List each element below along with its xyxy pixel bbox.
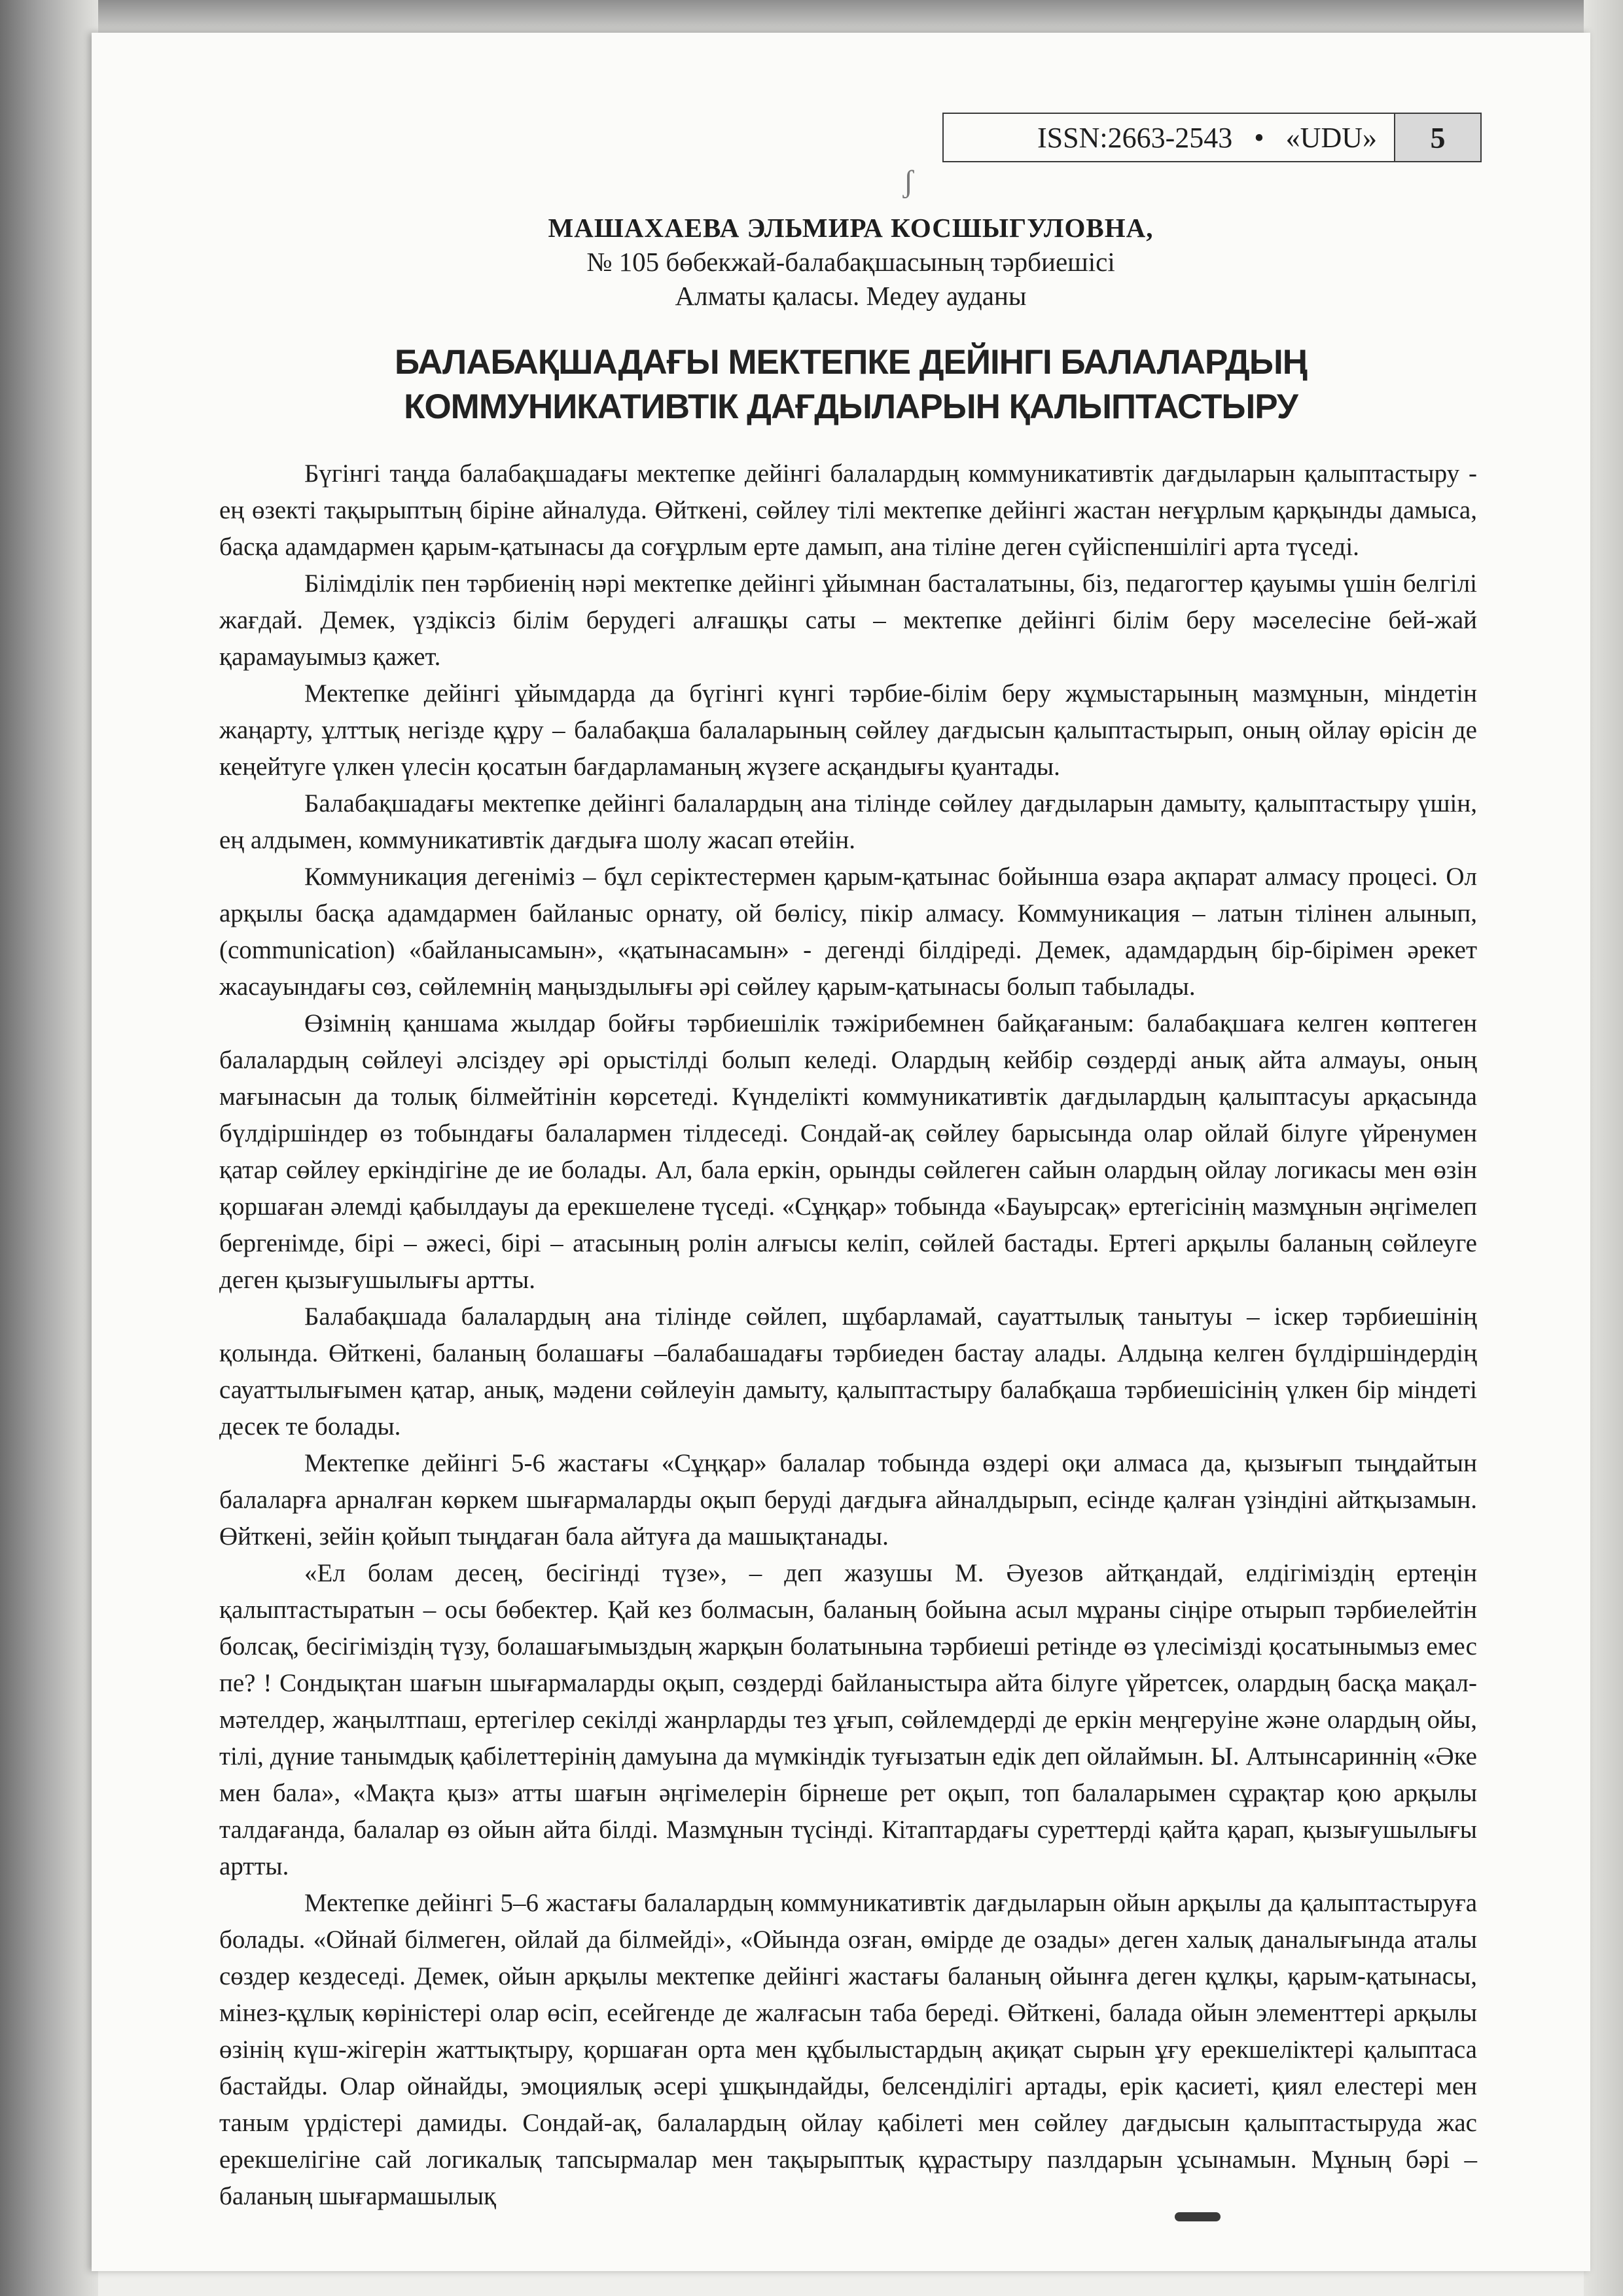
article-body [219,456,1477,2215]
page-number: 5 [1394,114,1480,161]
scan-binding-shadow [0,0,98,2296]
paragraph: Балабақшада балалардың ана тілінде сөйлеп, шұбарламай, сауаттылық танытуы – іскер тәрбиешінің қолында. Өйткені, баланың болашағы –балабашадағы тәрбиеден бастау алады. Алдыңа келген бүлдіршіндердің сауаттылығымен қатар, анық, мәдени сөйлеуін дамыту, қалыптастыру балабқаша тәрбиешісінің үлкен бір міндеті десек те болады. [219,1302,1477,1441]
paragraph: Бүгінгі таңда балабақшадағы мектепке дейінгі балалардың коммуникативтік дағдыларын қалыптастыру - ең өзекті тақырыптың біріне айналуда. Өйткені, сөйлеу тілі мектепке дейінгі жастан неғұрлым қарқынды дамыса, басқа адамдармен қарым-қатынасы да соғұрлым ерте дамып, ана тіліне деген сүйіспеншілігі арта түседі. [219,459,1477,561]
paragraph: Мектепке дейінгі ұйымдарда да бүгінгі күнгі тәрбие-білім беру жұмыстарының мазмұнын, міндетін жаңарту, ұлттық негізде құру – балабақша балаларының сөйлеу дағдысын қалыптастырып, оның ойлау өрісін де кеңейтуге үлкен үлесін қосатын бағдарламаның жүзеге асқандығы қуантады. [219,679,1477,781]
author-position: № 105 бөбекжай-балабақшасының тәрбиешісі [586,247,1115,277]
paragraph: «Ел болам десең, бесігінді түзе», – деп жазушы М. Әуезов айтқандай, елдігіміздің ертеңін қалыптастыратын – осы бөбектер. Қай кез болмасын, баланың бойына асыл мұраны сіңіре отырып тәрбиелейтін болсақ, бесігіміздің түзу, болашағымыздың жарқын болатынына тәрбиеші ретінде өз үлесімізді қосатынымыз емес пе? ! Сондықтан шағын шығармаларды оқып, сөздерді байланыстыра айта білуге үйретсек, олардың басқа мақал-мәтелдер, жаңылтпаш, ертегілер секілді жанрларды тез ұғып, сөйлемдерді де еркін меңгеруіне және олардың ойы, тілі, дүние танымдық қабілеттерінің дамуына да мүмкіндік туғызатын едік деп ойлаймын. Ы. Алтынсариннің «Әке мен бала», «Мақта қыз» атты шағын әңгімелерін бірнеше рет оқып, топ балаларымен сұрақтар қою арқылы талдағанда, балалар өз ойын айта білді. Мазмұнын түсінді. Кітаптардағы суреттерді қайта қарап, қызығушылығы артты. [219,1559,1477,1880]
paragraph: Балабақшадағы мектепке дейінгі балалардың ана тілінде сөйлеу дағдыларын дамыту, қалыптастыру үшін, ең алдымен, коммуникативтік дағдыға шолу жасап өтейін. [219,789,1477,854]
pen-mark-icon: ʃ [903,164,914,199]
paragraph: Мектепке дейінгі 5–6 жастағы балалардың коммуникативтік дағдыларын ойын арқылы да қалыптастыруға болады. «Ойнай білмеген, ойлай да білмейді», «Ойында озған, өмірде де озады» деген халық даналығында аталы сөздер кездеседі. Демек, ойын арқылы мектепке дейінгі жастағы баланың ойынға деген құлқы, қарым-қатынасы, мінез-құлық көріністері олар өсіп, есейгенде де жалғасын таба береді. Өйткені, балада ойын элементтері арқылы өзінің күш-жігерін жаттықтыру, қоршаған орта мен құбылыстардың ақиқат сырын ұғу ерекшеліктері қалыптаса бастайды. Олар ойнайды, эмоциялық әсері ұшқындайды, белсенділігі артады, ерік қасиеті, қиял елестері мен таным үрдістері дамиды. Сондай-ақ, балалардың ойлау қабілеті мен сөйлеу дағдысын қалыптастыруда жас ерекшелігіне сай логикалық тапсырмалар мен тақырыптық құрастыру пазлдарын ұсынамын. Мұның бәрі – баланың шығармашылық [219,1889,1477,2210]
header-journal-info [944,121,1394,154]
paragraph: Коммуникация дегеніміз – бұл серіктестермен қарым-қатынас бойынша өзара ақпарат алмасу процесі. Ол арқылы басқа адамдармен байланыс орнату, ой бөлісу, пікір алмасу. Коммуникация – латын тілінен алынып, (communication) «байланысамын», «қатынасамын» - дегенді білдіреді. Демек, адамдардың бір-бірімен әрекет жасауындағы сөз, сөйлемнің маңыздылығы әрі сөйлеу қарым-қатынасы болып табылады. [219,863,1477,1001]
paragraph: Өзімнің қаншама жылдар бойғы тәрбиешілік тәжірибемнен байқағаным: балабақшаға келген көптеген балалардың сөйлеуі әлсіздеу әрі орыстілді болып келеді. Олардың кейбір сөздерді анық айта алмауы, оның мағынасын да толық білмейтінін көрсетеді. Күнделікті коммуникативтік дағдылардың қалыптасуы арқасында бүлдіршіндер өз тобындағы балалармен тілдеседі. Сондай-ақ сөйлеу барысында олар ойлай білуге үйренумен қатар сөйлеу еркіндігіне де ие болады. Ал, бала еркін, орынды сөйлеген сайын олардың ойлау логикасы мен өзін қоршаған әлемді қабылдауы да ерекшелене түседі. «Сұңқар» тобында «Бауырсақ» ертегісінің мазмұнын әңгімелеп бергенімде, бірі – әжесі, бірі – атасының ролін алғысы келіп, сөйлей бастады. Ертегі арқылы баланың сөйлеуге деген қызығушылығы артты. [219,1009,1477,1294]
paragraph: Мектепке дейінгі 5-6 жастағы «Сұңқар» балалар тобында өздері оқи алмаса да, қызығып тыңдайтын балаларға арналған көркем шығармаларды оқып беруді дағдыға айналдырып, есінде қалған үзіндіні айтқызамын. Өйткені, зейін қойып тыңдаған бала айтуға да машықтанады. [219,1449,1477,1551]
header-journal: «UDU» [1285,121,1377,154]
author-name: МАШАХАЕВА ЭЛЬМИРА КОСШЫГУЛОВНА, [548,213,1154,243]
page-header [942,113,1482,162]
article-title-line-2: КОММУНИКАТИВТІК ДАҒДЫЛАРЫН ҚАЛЫПТАСТЫРУ [404,387,1298,426]
header-bullet: • [1254,121,1264,154]
paragraph: Білімділік пен тәрбиенің нәрі мектепке дейінгі ұйымнан басталатыны, біз, педагогтер қауымы үшін белгілі жағдай. Демек, үздіксіз білім берудегі алғашқы саты – мектепке дейінгі білім беру мәселесіне бей-жай қарамауымыз қажет. [219,569,1477,671]
author-block [262,211,1440,313]
article-title-line-1: БАЛАБАҚШАДАҒЫ МЕКТЕПКЕ ДЕЙІНГІ БАЛАЛАРДЫҢ [395,343,1307,382]
scan-top-shadow [0,0,1623,36]
scan-artifact [1175,2212,1221,2221]
header-issn: ISSN:2663-2543 [1037,121,1233,154]
article-title [275,340,1427,429]
author-location: Алматы қаласы. Медеу ауданы [675,281,1027,311]
